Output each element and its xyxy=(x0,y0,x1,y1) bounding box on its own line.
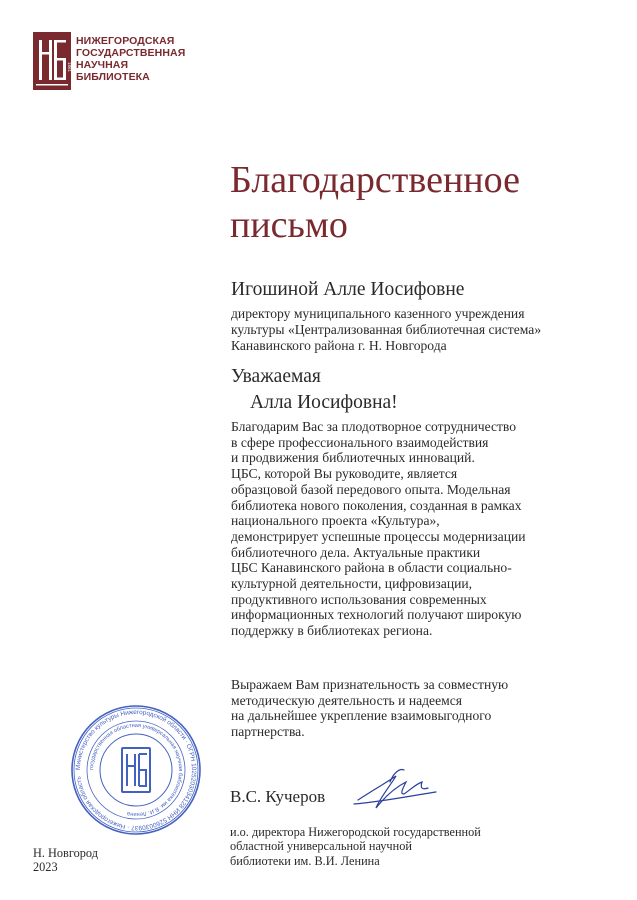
body-line: Благодарим Вас за плодотворное сотрудничество xyxy=(231,419,517,434)
handwritten-signature xyxy=(350,762,440,817)
body-line: на дальнейшее укрепление взаимовыгодного xyxy=(231,708,492,724)
svg-text:1861: 1861 xyxy=(67,62,72,73)
body-line: ЦБС Канавинского района в области социально- xyxy=(231,560,512,576)
place-and-year xyxy=(33,846,98,874)
recipient-position xyxy=(231,306,611,353)
body-line: библиотечного дела. Актуальные практики xyxy=(231,544,481,560)
salutation xyxy=(231,364,398,416)
logo-line: БИБЛИОТЕКА xyxy=(76,71,150,83)
stamp-inner-text: государственная областная универсальная научная библиотека им. В.И. Ленина xyxy=(88,722,184,818)
body-paragraph-2 xyxy=(231,677,611,740)
body-line: демонстрирует успешные процессы модернизации xyxy=(231,528,526,544)
body-line: методическую деятельность и надеемся xyxy=(231,692,462,708)
official-stamp xyxy=(70,704,202,836)
logo-line: ГОСУДАРСТВЕННАЯ xyxy=(76,47,186,59)
body-line: Выражаем Вам признательность за совместную xyxy=(231,677,509,692)
body-line: образцовой базой передового опыта. Модельная xyxy=(231,481,511,497)
place: Н. Новгород xyxy=(33,846,98,860)
body-line: и продвижения библиотечных инноваций. xyxy=(231,450,475,466)
logo-line: НИЖЕГОРОДСКАЯ xyxy=(76,35,175,47)
body-line: в сфере профессионального взаимодействия xyxy=(231,434,489,450)
salutation-line-1: Уважаемая xyxy=(231,366,321,387)
body-line: ЦБС, которой Вы руководите, является xyxy=(231,466,458,482)
position-line: культуры «Централизованная библиотечная система» xyxy=(231,321,542,337)
body-line: продуктивного использования современных xyxy=(231,591,487,607)
position-line: директору муниципального казенного учреждения xyxy=(231,306,525,321)
library-logo-mark xyxy=(33,32,71,90)
position-line: Канавинского района г. Н. Новгорода xyxy=(231,337,447,353)
signer-title xyxy=(230,825,550,868)
body-line: культурной деятельности, цифровизации, xyxy=(231,576,473,592)
recipient-name: Игошиной Алле Иосифовне xyxy=(231,279,465,300)
stamp-outer-text: Министерство культуры Нижегородской области · ОГРН 1025203034128 ИНН 5260030937 · Нижегородская область xyxy=(74,708,198,832)
stamp-logo-icon xyxy=(122,748,150,792)
body-line: партнерства. xyxy=(231,724,305,740)
salutation-line-2: Алла Иосифовна! xyxy=(250,392,398,413)
year: 2023 xyxy=(33,860,58,874)
body-paragraph-1 xyxy=(231,419,611,639)
signer-title-line: областной универсальной научной xyxy=(230,839,412,854)
body-line: библиотека нового поколения, созданная в рамках xyxy=(231,497,522,513)
body-line: национального проекта «Культура», xyxy=(231,513,440,529)
signer-title-line: библиотеки им. В.И. Ленина xyxy=(230,853,380,868)
signer-title-line: и.о. директора Нижегородской государственной xyxy=(230,825,481,839)
logo-line: НАУЧНАЯ xyxy=(76,59,129,71)
library-logo-text xyxy=(76,35,206,83)
body-line: информационных технологий получают широкую xyxy=(231,607,522,623)
title-line-2: письмо xyxy=(230,204,348,246)
letter-title xyxy=(230,158,610,248)
signer-name: В.С. Кучеров xyxy=(230,787,326,806)
body-line: поддержку в библиотеках региона. xyxy=(231,623,433,639)
title-line-1: Благодарственное xyxy=(230,159,520,201)
